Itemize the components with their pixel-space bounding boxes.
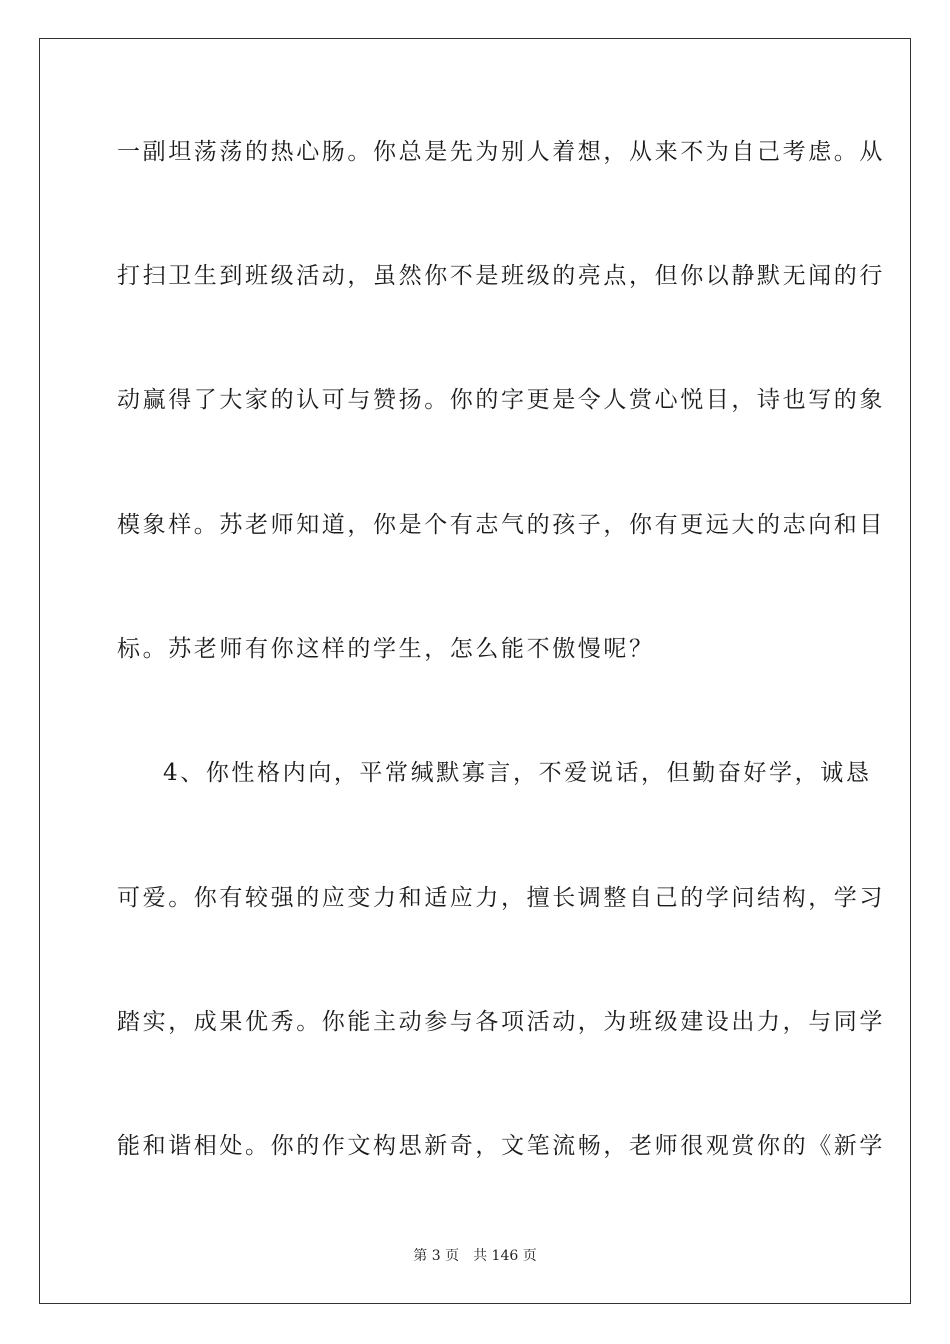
text-line-2: 打扫卫生到班级活动，虽然你不是班级的亮点，但你以静默无闻的行 <box>117 263 885 289</box>
text-line-7: 可爱。你有较强的应变力和适应力，擅长调整自己的学问结构，学习 <box>117 885 885 911</box>
text-line-1: 一副坦荡荡的热心肠。你总是先为别人着想，从来不为自己考虑。从 <box>117 139 885 165</box>
paragraph-4-start: 4、你性格内向，平常缄默寡言，不爱说话，但勤奋好学，诚恳 <box>163 760 872 786</box>
page-number: 第 3 页 <box>413 1248 460 1264</box>
total-pages: 共 146 页 <box>473 1248 537 1264</box>
page-border <box>39 38 911 1304</box>
text-line-4: 模象样。苏老师知道，你是个有志气的孩子，你有更远大的志向和目 <box>117 512 885 538</box>
text-line-5: 标。苏老师有你这样的学生，怎么能不傲慢呢？ <box>117 636 655 662</box>
text-line-9: 能和谐相处。你的作文构思新奇，文笔流畅，老师很观赏你的《新学 <box>117 1133 885 1159</box>
text-line-8: 踏实，成果优秀。你能主动参与各项活动，为班级建设出力，与同学 <box>117 1009 885 1035</box>
page-footer <box>0 1247 950 1265</box>
text-line-3: 动赢得了大家的认可与赞扬。你的字更是令人赏心悦目，诗也写的象 <box>117 387 885 413</box>
